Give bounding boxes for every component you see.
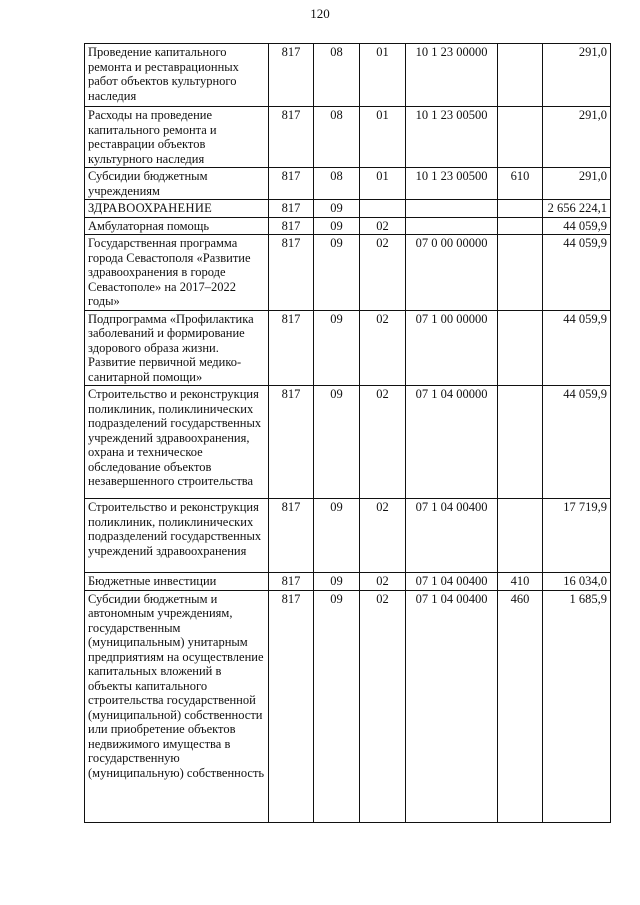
row-pr: 02 xyxy=(360,386,406,499)
row-pr: 02 xyxy=(360,235,406,311)
row-csr: 07 1 04 00400 xyxy=(406,590,498,822)
row-sum: 17 719,9 xyxy=(543,499,611,573)
table-row xyxy=(85,44,611,107)
row-ved: 817 xyxy=(269,168,314,200)
row-vr xyxy=(498,44,543,107)
row-pr: 02 xyxy=(360,573,406,591)
row-csr: 07 1 00 00000 xyxy=(406,310,498,386)
table-row xyxy=(85,200,611,218)
row-csr xyxy=(406,200,498,218)
row-name: Государственная программа города Севастополя «Развитие здравоохранения в городе Севастополе» на 2017–2022 годы» xyxy=(85,235,269,311)
row-pr xyxy=(360,200,406,218)
row-vr xyxy=(498,107,543,168)
row-ved: 817 xyxy=(269,107,314,168)
row-sum: 44 059,9 xyxy=(543,386,611,499)
row-pr: 02 xyxy=(360,310,406,386)
row-vr: 610 xyxy=(498,168,543,200)
row-rz: 08 xyxy=(314,107,360,168)
row-pr: 01 xyxy=(360,107,406,168)
table-row xyxy=(85,386,611,499)
table-row xyxy=(85,310,611,386)
row-rz: 09 xyxy=(314,310,360,386)
row-sum: 16 034,0 xyxy=(543,573,611,591)
row-name: Расходы на проведение капитального ремонта и реставрации объектов культурного наследия xyxy=(85,107,269,168)
row-vr xyxy=(498,386,543,499)
row-rz: 08 xyxy=(314,44,360,107)
row-csr: 10 1 23 00000 xyxy=(406,44,498,107)
budget-table xyxy=(84,43,611,823)
row-name: Субсидии бюджетным и автономным учреждениям, государственным (муниципальным) унитарным предприятиям на осуществление капитальных вложений в объекты капитального строительства государственной (муниципальной) собственности или приобретение объектов недвижимого имущества в государственную (муниципальную) собственность xyxy=(85,590,269,822)
row-csr: 10 1 23 00500 xyxy=(406,107,498,168)
row-vr xyxy=(498,200,543,218)
row-ved: 817 xyxy=(269,590,314,822)
row-rz: 09 xyxy=(314,235,360,311)
row-pr: 01 xyxy=(360,168,406,200)
row-pr: 02 xyxy=(360,590,406,822)
row-sum: 291,0 xyxy=(543,107,611,168)
row-rz: 09 xyxy=(314,499,360,573)
row-name: ЗДРАВООХРАНЕНИЕ xyxy=(85,200,269,218)
row-ved: 817 xyxy=(269,310,314,386)
row-name: Подпрограмма «Профилактика заболеваний и формирование здорового образа жизни. Развитие первичной медико-санитарной помощи» xyxy=(85,310,269,386)
row-rz: 08 xyxy=(314,168,360,200)
row-pr: 01 xyxy=(360,44,406,107)
table-row xyxy=(85,499,611,573)
table-row xyxy=(85,217,611,235)
row-csr xyxy=(406,217,498,235)
row-name: Проведение капитального ремонта и реставрационных работ объектов культурного наследия xyxy=(85,44,269,107)
row-sum: 44 059,9 xyxy=(543,235,611,311)
row-rz: 09 xyxy=(314,200,360,218)
row-vr xyxy=(498,217,543,235)
table-row xyxy=(85,107,611,168)
row-ved: 817 xyxy=(269,573,314,591)
row-sum: 291,0 xyxy=(543,44,611,107)
row-pr: 02 xyxy=(360,499,406,573)
row-ved: 817 xyxy=(269,44,314,107)
row-ved: 817 xyxy=(269,217,314,235)
row-csr: 07 1 04 00000 xyxy=(406,386,498,499)
row-sum: 2 656 224,1 xyxy=(543,200,611,218)
row-sum: 44 059,9 xyxy=(543,217,611,235)
table-row xyxy=(85,168,611,200)
row-vr xyxy=(498,499,543,573)
row-sum: 291,0 xyxy=(543,168,611,200)
row-ved: 817 xyxy=(269,235,314,311)
row-rz: 09 xyxy=(314,573,360,591)
row-sum: 1 685,9 xyxy=(543,590,611,822)
row-vr: 460 xyxy=(498,590,543,822)
row-vr: 410 xyxy=(498,573,543,591)
row-vr xyxy=(498,235,543,311)
row-ved: 817 xyxy=(269,200,314,218)
row-vr xyxy=(498,310,543,386)
row-csr: 07 1 04 00400 xyxy=(406,499,498,573)
table-row xyxy=(85,235,611,311)
table-row xyxy=(85,590,611,822)
row-csr: 10 1 23 00500 xyxy=(406,168,498,200)
row-name: Субсидии бюджетным учреждениям xyxy=(85,168,269,200)
row-pr: 02 xyxy=(360,217,406,235)
row-ved: 817 xyxy=(269,386,314,499)
row-sum: 44 059,9 xyxy=(543,310,611,386)
row-rz: 09 xyxy=(314,386,360,499)
row-name: Бюджетные инвестиции xyxy=(85,573,269,591)
row-ved: 817 xyxy=(269,499,314,573)
row-name: Амбулаторная помощь xyxy=(85,217,269,235)
row-csr: 07 1 04 00400 xyxy=(406,573,498,591)
row-name: Строительство и реконструкция поликлиник, поликлинических подразделений государственных учреждений здравоохранения, охрана и техническое обследование объектов незавершенного строительства xyxy=(85,386,269,499)
row-rz: 09 xyxy=(314,590,360,822)
row-name: Строительство и реконструкция поликлиник, поликлинических подразделений государственных учреждений здравоохранения xyxy=(85,499,269,573)
row-csr: 07 0 00 00000 xyxy=(406,235,498,311)
table-row xyxy=(85,573,611,591)
row-rz: 09 xyxy=(314,217,360,235)
page-number: 120 xyxy=(310,6,330,21)
